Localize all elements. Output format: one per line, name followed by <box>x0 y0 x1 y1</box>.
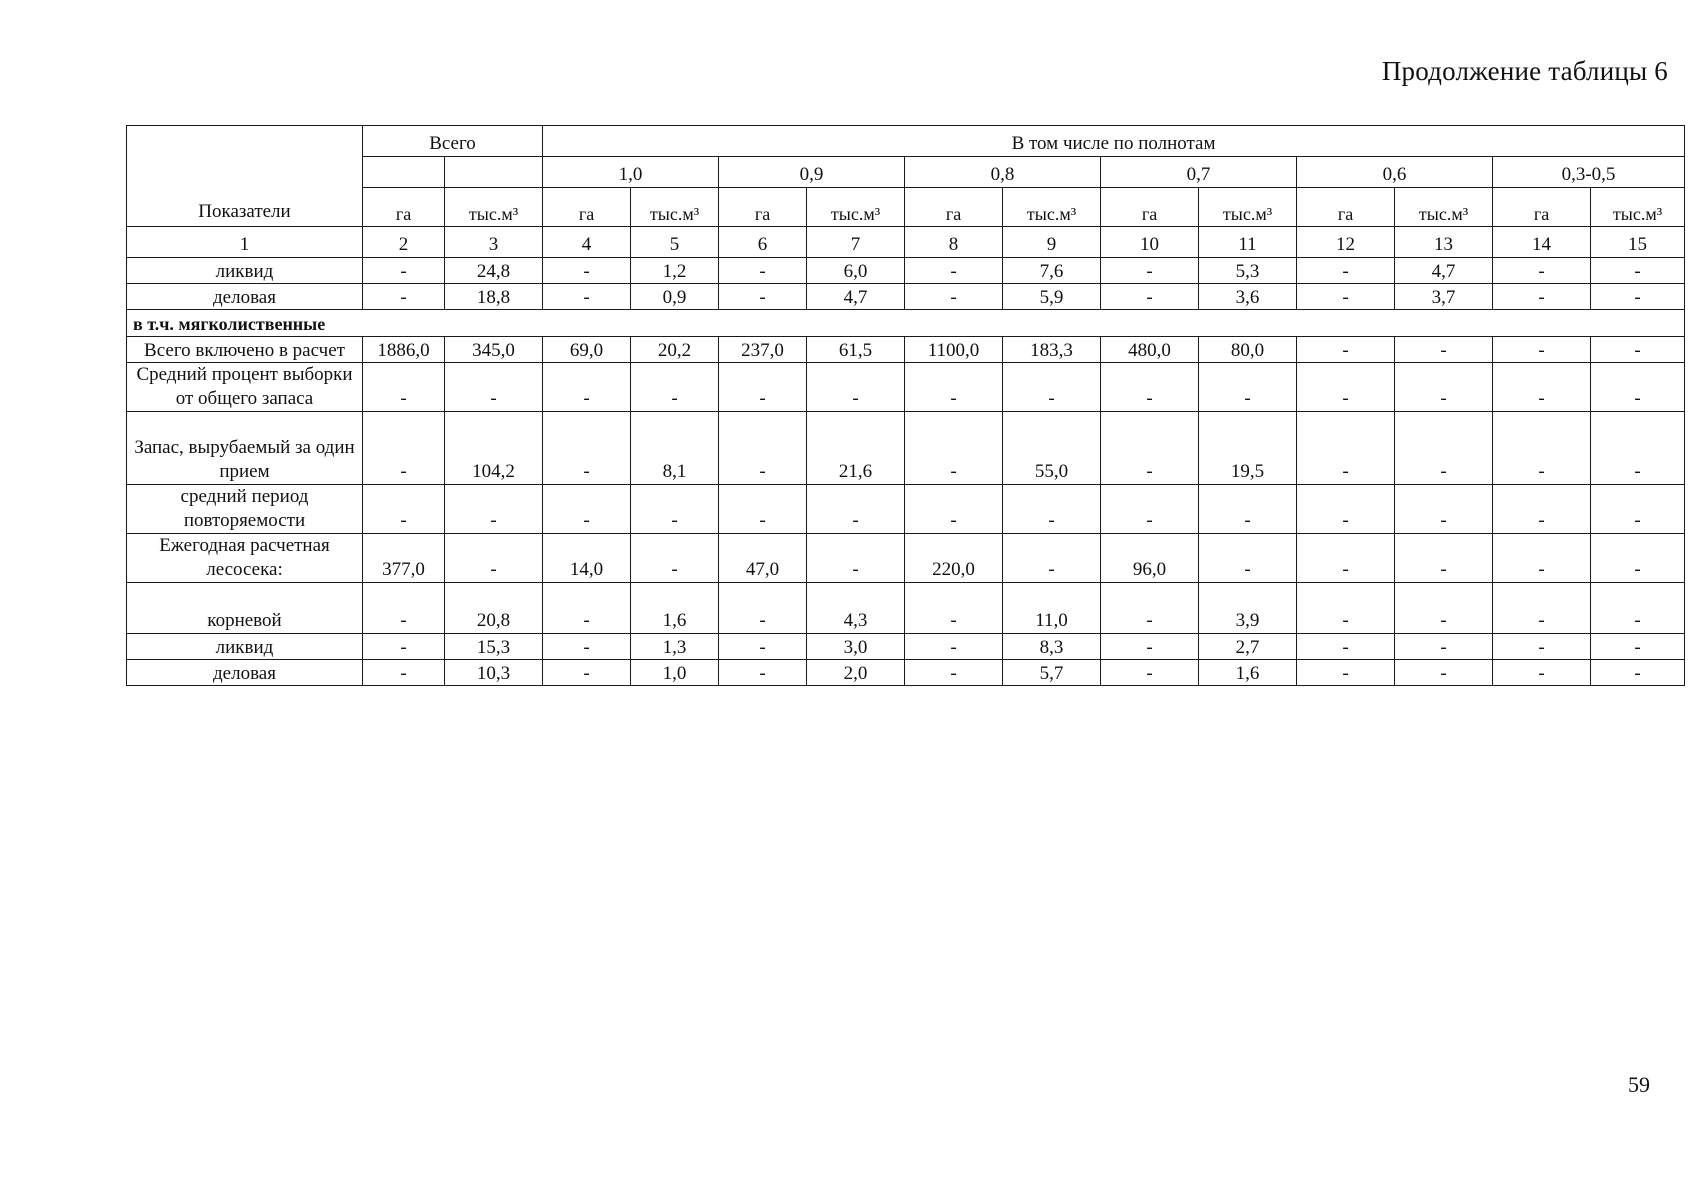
header-unit: тыс.м³ <box>807 188 905 227</box>
table-cell: - <box>1493 634 1591 660</box>
header-unit: га <box>1493 188 1591 227</box>
table-cell: - <box>1493 534 1591 583</box>
table-cell: - <box>905 583 1003 634</box>
table-cell: - <box>543 412 631 485</box>
table-cell: - <box>631 485 719 534</box>
table-cell: 1,3 <box>631 634 719 660</box>
table-cell: - <box>1003 363 1101 412</box>
column-number: 7 <box>807 227 905 258</box>
table-cell: - <box>363 485 445 534</box>
table-cell: - <box>905 485 1003 534</box>
table-cell: 8,1 <box>631 412 719 485</box>
header-density: 0,3-0,5 <box>1493 157 1685 188</box>
header-unit: га <box>719 188 807 227</box>
table-cell: - <box>1297 583 1395 634</box>
column-number: 2 <box>363 227 445 258</box>
table-cell: - <box>1591 258 1685 284</box>
table-cell: - <box>1591 534 1685 583</box>
table-cell: - <box>1395 534 1493 583</box>
table-cell: 1100,0 <box>905 337 1003 363</box>
table-cell: - <box>905 660 1003 686</box>
column-number: 4 <box>543 227 631 258</box>
header-density: 0,9 <box>719 157 905 188</box>
table-cell: - <box>1493 258 1591 284</box>
table-cell: - <box>1395 485 1493 534</box>
column-number-row <box>127 227 1685 258</box>
header-density: 0,7 <box>1101 157 1297 188</box>
table-cell: - <box>807 485 905 534</box>
table-cell: - <box>719 412 807 485</box>
table-cell: 2,0 <box>807 660 905 686</box>
table-cell: 20,8 <box>445 583 543 634</box>
header-total: Всего <box>363 126 543 157</box>
table-row <box>127 363 1685 412</box>
table-cell: - <box>543 634 631 660</box>
table-cell: - <box>445 363 543 412</box>
table-cell: - <box>1297 634 1395 660</box>
row-label: Ежегодная расчетная лесосека: <box>127 534 363 583</box>
table-cell: - <box>1395 634 1493 660</box>
column-number: 13 <box>1395 227 1493 258</box>
table-cell: 480,0 <box>1101 337 1199 363</box>
table-cell: - <box>1395 660 1493 686</box>
table-cell: - <box>1199 534 1297 583</box>
column-number: 12 <box>1297 227 1395 258</box>
table-cell: - <box>363 634 445 660</box>
table-cell: - <box>363 258 445 284</box>
data-table <box>126 125 1685 686</box>
table-cell: - <box>1297 412 1395 485</box>
column-number: 5 <box>631 227 719 258</box>
table-cell: - <box>543 660 631 686</box>
page-number: 59 <box>1628 1072 1650 1097</box>
header-including: В том числе по полнотам <box>543 126 1685 157</box>
table-cell: - <box>363 412 445 485</box>
table-cell: 1,2 <box>631 258 719 284</box>
table-cell: 3,0 <box>807 634 905 660</box>
header-unit: тыс.м³ <box>445 188 543 227</box>
table-cell: - <box>1591 485 1685 534</box>
table-cell: - <box>1297 660 1395 686</box>
table-cell: - <box>1297 337 1395 363</box>
table-cell: 1,6 <box>631 583 719 634</box>
table-cell: - <box>905 412 1003 485</box>
table-row <box>127 284 1685 310</box>
table-cell: - <box>719 583 807 634</box>
table-cell: 14,0 <box>543 534 631 583</box>
table-cell: - <box>1591 583 1685 634</box>
table-cell: - <box>1003 534 1101 583</box>
row-label: корневой <box>127 583 363 634</box>
table-cell: - <box>1493 412 1591 485</box>
row-label: деловая <box>127 284 363 310</box>
table-cell: - <box>363 583 445 634</box>
table-cell: - <box>1493 337 1591 363</box>
table-row <box>127 534 1685 583</box>
table-cell: 3,7 <box>1395 284 1493 310</box>
table-cell: 5,7 <box>1003 660 1101 686</box>
table-cell: 80,0 <box>1199 337 1297 363</box>
table-cell: 15,3 <box>445 634 543 660</box>
column-number: 11 <box>1199 227 1297 258</box>
table-cell: 220,0 <box>905 534 1003 583</box>
row-label: ликвид <box>127 258 363 284</box>
table-caption: Продолжение таблицы 6 <box>1381 56 1668 86</box>
table-cell: - <box>1395 337 1493 363</box>
table-cell: - <box>1493 583 1591 634</box>
table-cell: - <box>1101 583 1199 634</box>
table-cell: 1,6 <box>1199 660 1297 686</box>
table-cell: - <box>1395 412 1493 485</box>
table-cell: - <box>1101 363 1199 412</box>
table-cell: 4,7 <box>807 284 905 310</box>
table-cell: - <box>719 284 807 310</box>
table-cell: - <box>543 583 631 634</box>
column-number: 15 <box>1591 227 1685 258</box>
row-label: ликвид <box>127 634 363 660</box>
row-label: Средний процент выборки от общего запаса <box>127 363 363 412</box>
table-cell: - <box>719 660 807 686</box>
table-cell: 55,0 <box>1003 412 1101 485</box>
table-cell: 7,6 <box>1003 258 1101 284</box>
header-unit: га <box>363 188 445 227</box>
table-cell: 345,0 <box>445 337 543 363</box>
row-label: деловая <box>127 660 363 686</box>
table-cell: - <box>905 363 1003 412</box>
section-row <box>127 310 1685 337</box>
table-cell: - <box>1297 485 1395 534</box>
table-cell: 10,3 <box>445 660 543 686</box>
table-cell: - <box>543 284 631 310</box>
header-unit: тыс.м³ <box>1003 188 1101 227</box>
header-unit: тыс.м³ <box>1591 188 1685 227</box>
table-cell: - <box>1297 363 1395 412</box>
table-cell: - <box>1297 258 1395 284</box>
table-cell: 104,2 <box>445 412 543 485</box>
table-cell: 5,3 <box>1199 258 1297 284</box>
header-unit: тыс.м³ <box>631 188 719 227</box>
header-unit: тыс.м³ <box>1199 188 1297 227</box>
table-cell: - <box>1101 258 1199 284</box>
table-cell: - <box>445 534 543 583</box>
table-cell: 11,0 <box>1003 583 1101 634</box>
table-cell: - <box>1591 660 1685 686</box>
header-unit: га <box>1297 188 1395 227</box>
column-number: 8 <box>905 227 1003 258</box>
header-unit: га <box>905 188 1003 227</box>
header-unit: га <box>1101 188 1199 227</box>
table-cell: 5,9 <box>1003 284 1101 310</box>
table-cell: - <box>905 258 1003 284</box>
table-cell: - <box>1591 363 1685 412</box>
table-cell: 18,8 <box>445 284 543 310</box>
column-number: 3 <box>445 227 543 258</box>
table-cell: - <box>1297 284 1395 310</box>
table-cell: - <box>363 284 445 310</box>
header-density: 0,6 <box>1297 157 1493 188</box>
header-unit: тыс.м³ <box>1395 188 1493 227</box>
table-row <box>127 258 1685 284</box>
table-cell: 1886,0 <box>363 337 445 363</box>
row-label: Запас, вырубаемый за один прием <box>127 412 363 485</box>
table-cell: - <box>631 534 719 583</box>
table-cell: - <box>1101 634 1199 660</box>
table-cell: 3,9 <box>1199 583 1297 634</box>
table-cell: 21,6 <box>807 412 905 485</box>
table-cell: - <box>1395 363 1493 412</box>
table-cell: - <box>807 363 905 412</box>
table-cell: - <box>1101 284 1199 310</box>
table-cell: - <box>719 258 807 284</box>
table-cell: - <box>363 363 445 412</box>
table-cell: - <box>1199 485 1297 534</box>
table-cell: - <box>543 258 631 284</box>
table-cell: 8,3 <box>1003 634 1101 660</box>
table-cell: 0,9 <box>631 284 719 310</box>
table-row <box>127 337 1685 363</box>
table-cell: 237,0 <box>719 337 807 363</box>
header-unit: га <box>543 188 631 227</box>
table-cell: 24,8 <box>445 258 543 284</box>
table-cell: - <box>1493 660 1591 686</box>
section-title: в т.ч. мягколиственные <box>127 310 1685 337</box>
table-row <box>127 583 1685 634</box>
table-cell: - <box>631 363 719 412</box>
table-cell: - <box>1101 485 1199 534</box>
table-cell: 2,7 <box>1199 634 1297 660</box>
table-cell: - <box>363 660 445 686</box>
table-cell: 1,0 <box>631 660 719 686</box>
column-number: 10 <box>1101 227 1199 258</box>
table-cell: 3,6 <box>1199 284 1297 310</box>
table-cell: - <box>1395 583 1493 634</box>
table-row <box>127 485 1685 534</box>
table-cell: 6,0 <box>807 258 905 284</box>
table-cell: 4,7 <box>1395 258 1493 284</box>
table-cell: - <box>1591 412 1685 485</box>
table-cell: 377,0 <box>363 534 445 583</box>
table-cell: - <box>1493 363 1591 412</box>
table-cell: - <box>1591 634 1685 660</box>
table-cell: 183,3 <box>1003 337 1101 363</box>
row-label: средний период повторяемости <box>127 485 363 534</box>
table-cell: - <box>445 485 543 534</box>
table-cell: - <box>1101 660 1199 686</box>
column-number: 6 <box>719 227 807 258</box>
table-cell: - <box>719 363 807 412</box>
table-cell: - <box>719 485 807 534</box>
table-cell: - <box>1493 284 1591 310</box>
header-indicator: Показатели <box>127 126 363 227</box>
table-row <box>127 634 1685 660</box>
table-cell: - <box>719 634 807 660</box>
header-total-blank <box>445 157 543 188</box>
table-cell: - <box>1101 412 1199 485</box>
table-row <box>127 412 1685 485</box>
table-cell: 4,3 <box>807 583 905 634</box>
table-cell: 20,2 <box>631 337 719 363</box>
header-density: 0,8 <box>905 157 1101 188</box>
table-cell: - <box>543 485 631 534</box>
row-label: Всего включено в расчет <box>127 337 363 363</box>
table-cell: - <box>1003 485 1101 534</box>
table-header <box>127 126 1685 227</box>
table-cell: 61,5 <box>807 337 905 363</box>
column-number: 9 <box>1003 227 1101 258</box>
table-cell: 69,0 <box>543 337 631 363</box>
column-number: 14 <box>1493 227 1591 258</box>
table-cell: 19,5 <box>1199 412 1297 485</box>
column-number: 1 <box>127 227 363 258</box>
table-cell: - <box>1493 485 1591 534</box>
table-cell: - <box>1199 363 1297 412</box>
table-cell: 96,0 <box>1101 534 1199 583</box>
table-cell: - <box>1591 337 1685 363</box>
table-cell: - <box>1591 284 1685 310</box>
table-cell: - <box>905 634 1003 660</box>
header-total-blank <box>363 157 445 188</box>
table-cell: - <box>543 363 631 412</box>
table-cell: - <box>905 284 1003 310</box>
table-cell: - <box>807 534 905 583</box>
table-row <box>127 660 1685 686</box>
table-body <box>127 227 1685 686</box>
header-density: 1,0 <box>543 157 719 188</box>
table-cell: 47,0 <box>719 534 807 583</box>
table-cell: - <box>1297 534 1395 583</box>
